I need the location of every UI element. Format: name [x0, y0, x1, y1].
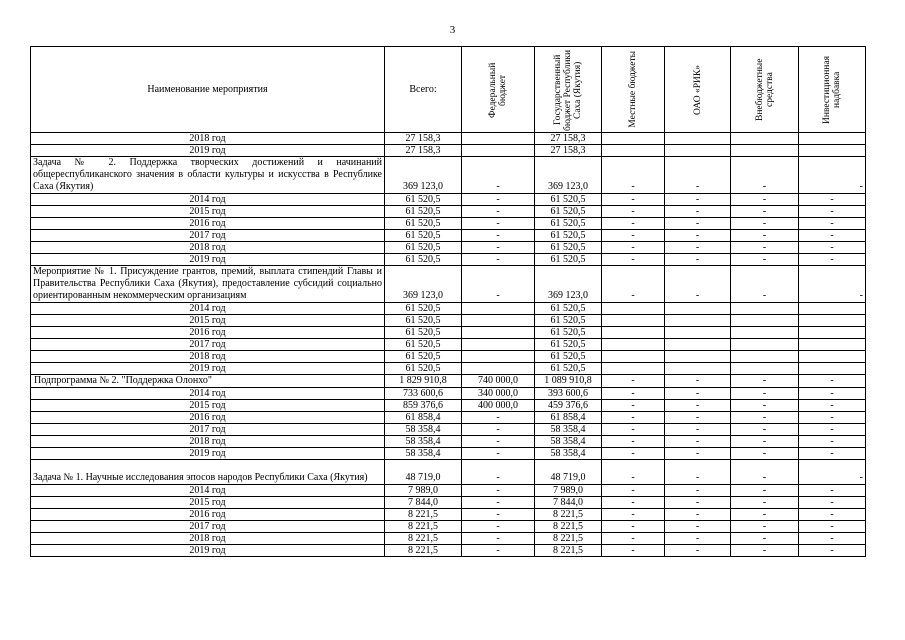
row-title: Задача № 1. Научные исследования эпосов народов Республики Саха (Якутия)	[31, 460, 385, 485]
cell-value: -	[602, 448, 665, 460]
cell-value: 27 158,3	[385, 133, 462, 145]
cell-value: 61 520,5	[535, 327, 602, 339]
table-row	[31, 497, 866, 509]
header-total: Всего:	[385, 47, 462, 133]
cell-value: 61 520,5	[535, 315, 602, 327]
table-row	[31, 351, 866, 363]
row-year: 2018 год	[31, 533, 385, 545]
cell-value: -	[602, 194, 665, 206]
table-row	[31, 218, 866, 230]
table-row	[31, 339, 866, 351]
table-row	[31, 254, 866, 266]
cell-value: 61 520,5	[385, 339, 462, 351]
cell-value: -	[462, 436, 535, 448]
table-row	[31, 436, 866, 448]
cell-value: -	[462, 448, 535, 460]
cell-value	[731, 133, 799, 145]
cell-value	[799, 327, 866, 339]
table-row	[31, 388, 866, 400]
cell-value: 7 989,0	[535, 485, 602, 497]
cell-value: -	[665, 412, 731, 424]
row-year: 2016 год	[31, 509, 385, 521]
cell-value: -	[602, 485, 665, 497]
budget-table	[30, 46, 866, 557]
cell-value	[602, 303, 665, 315]
cell-value: 61 520,5	[535, 206, 602, 218]
cell-value: -	[602, 375, 665, 388]
cell-value: 8 221,5	[385, 509, 462, 521]
cell-value: -	[602, 388, 665, 400]
cell-value	[602, 327, 665, 339]
cell-value: -	[602, 266, 665, 303]
cell-value: -	[799, 533, 866, 545]
row-year: 2019 год	[31, 145, 385, 157]
row-year: 2015 год	[31, 497, 385, 509]
row-year: 2019 год	[31, 545, 385, 557]
table-row	[31, 327, 866, 339]
cell-value: 8 221,5	[385, 545, 462, 557]
cell-value	[665, 339, 731, 351]
cell-value: -	[602, 218, 665, 230]
cell-value	[799, 145, 866, 157]
cell-value: -	[665, 533, 731, 545]
cell-value	[462, 315, 535, 327]
cell-value: 7 844,0	[535, 497, 602, 509]
cell-value	[462, 327, 535, 339]
cell-value: -	[799, 375, 866, 388]
cell-value: -	[731, 388, 799, 400]
row-year: 2019 год	[31, 254, 385, 266]
cell-value: -	[602, 436, 665, 448]
page-number: 3	[449, 24, 456, 36]
cell-value: -	[665, 254, 731, 266]
cell-value: -	[602, 242, 665, 254]
row-year: 2015 год	[31, 400, 385, 412]
table-row	[31, 375, 866, 388]
cell-value: -	[799, 521, 866, 533]
cell-value: -	[602, 230, 665, 242]
row-title: Подпрограмма № 2. "Поддержка Олонхо"	[31, 375, 385, 388]
cell-value: -	[731, 509, 799, 521]
cell-value: -	[462, 509, 535, 521]
cell-value: -	[799, 266, 866, 303]
table-row	[31, 460, 866, 485]
table-row	[31, 194, 866, 206]
cell-value	[731, 351, 799, 363]
cell-value: -	[665, 206, 731, 218]
cell-value: 340 000,0	[462, 388, 535, 400]
cell-value: -	[462, 157, 535, 194]
cell-value: -	[462, 230, 535, 242]
cell-value: -	[665, 436, 731, 448]
cell-value: -	[602, 157, 665, 194]
cell-value: 61 520,5	[535, 351, 602, 363]
table-row	[31, 363, 866, 375]
table-row	[31, 521, 866, 533]
header-investment: Инвестиционная надбавка	[799, 47, 866, 133]
cell-value: -	[665, 218, 731, 230]
cell-value: 27 158,3	[535, 145, 602, 157]
cell-value: -	[462, 424, 535, 436]
cell-value: -	[665, 375, 731, 388]
cell-value: -	[462, 266, 535, 303]
cell-value: -	[731, 157, 799, 194]
cell-value: -	[602, 460, 665, 485]
cell-value: -	[462, 533, 535, 545]
row-year: 2016 год	[31, 412, 385, 424]
cell-value: -	[731, 424, 799, 436]
header-name: Наименование мероприятия	[31, 47, 385, 133]
cell-value: -	[462, 545, 535, 557]
cell-value: 7 844,0	[385, 497, 462, 509]
cell-value: 61 520,5	[535, 218, 602, 230]
cell-value	[665, 145, 731, 157]
cell-value: 61 520,5	[535, 230, 602, 242]
cell-value: -	[731, 194, 799, 206]
cell-value: -	[602, 424, 665, 436]
cell-value: 58 358,4	[535, 424, 602, 436]
cell-value: -	[462, 485, 535, 497]
cell-value: -	[731, 400, 799, 412]
cell-value: -	[731, 254, 799, 266]
cell-value: -	[731, 242, 799, 254]
cell-value: 8 221,5	[385, 521, 462, 533]
cell-value: -	[462, 218, 535, 230]
table-row	[31, 533, 866, 545]
table-row	[31, 412, 866, 424]
cell-value: -	[665, 497, 731, 509]
table-row	[31, 242, 866, 254]
cell-value: -	[462, 521, 535, 533]
cell-value: -	[731, 485, 799, 497]
cell-value: -	[799, 388, 866, 400]
cell-value	[799, 303, 866, 315]
cell-value: -	[665, 266, 731, 303]
cell-value	[602, 363, 665, 375]
cell-value: -	[799, 218, 866, 230]
cell-value	[462, 145, 535, 157]
cell-value: -	[462, 242, 535, 254]
cell-value: -	[799, 412, 866, 424]
cell-value	[799, 339, 866, 351]
cell-value: -	[665, 388, 731, 400]
cell-value: -	[462, 460, 535, 485]
cell-value: -	[665, 509, 731, 521]
cell-value: 61 520,5	[385, 363, 462, 375]
cell-value	[665, 303, 731, 315]
cell-value: -	[799, 194, 866, 206]
table-row	[31, 509, 866, 521]
table-header	[31, 47, 866, 133]
cell-value: -	[799, 460, 866, 485]
cell-value: 61 520,5	[385, 194, 462, 206]
row-year: 2017 год	[31, 521, 385, 533]
cell-value: -	[731, 412, 799, 424]
cell-value: 61 520,5	[385, 351, 462, 363]
cell-value: -	[665, 448, 731, 460]
cell-value: -	[602, 254, 665, 266]
row-year: 2018 год	[31, 133, 385, 145]
cell-value: 369 123,0	[535, 157, 602, 194]
cell-value: 8 221,5	[385, 533, 462, 545]
cell-value: -	[602, 545, 665, 557]
cell-value	[602, 145, 665, 157]
cell-value: -	[731, 218, 799, 230]
cell-value	[731, 315, 799, 327]
cell-value: 61 520,5	[385, 230, 462, 242]
cell-value: -	[665, 157, 731, 194]
row-year: 2015 год	[31, 315, 385, 327]
cell-value: -	[799, 424, 866, 436]
cell-value: -	[799, 206, 866, 218]
cell-value: 1 089 910,8	[535, 375, 602, 388]
cell-value: 393 600,6	[535, 388, 602, 400]
cell-value: -	[665, 485, 731, 497]
cell-value: 48 719,0	[385, 460, 462, 485]
table-row	[31, 303, 866, 315]
cell-value: 61 520,5	[535, 303, 602, 315]
cell-value: 61 520,5	[385, 242, 462, 254]
table-row	[31, 485, 866, 497]
row-year: 2018 год	[31, 351, 385, 363]
cell-value: -	[731, 460, 799, 485]
cell-value: -	[731, 497, 799, 509]
row-year: 2017 год	[31, 339, 385, 351]
cell-value	[602, 339, 665, 351]
cell-value	[665, 327, 731, 339]
row-year: 2016 год	[31, 327, 385, 339]
row-year: 2016 год	[31, 218, 385, 230]
table-row	[31, 266, 866, 303]
cell-value	[462, 339, 535, 351]
cell-value: -	[602, 533, 665, 545]
cell-value: 61 520,5	[385, 218, 462, 230]
row-year: 2019 год	[31, 363, 385, 375]
row-year: 2014 год	[31, 194, 385, 206]
cell-value: 61 858,4	[385, 412, 462, 424]
header-offbudget: Внебюджетные средства	[731, 47, 799, 133]
cell-value: 61 520,5	[535, 363, 602, 375]
cell-value: -	[665, 460, 731, 485]
row-year: 2014 год	[31, 388, 385, 400]
cell-value: 61 520,5	[385, 254, 462, 266]
cell-value: -	[462, 254, 535, 266]
table-row	[31, 157, 866, 194]
cell-value: -	[665, 400, 731, 412]
cell-value	[799, 351, 866, 363]
cell-value: -	[602, 509, 665, 521]
cell-value: 61 520,5	[385, 206, 462, 218]
header-state: Государственный бюджет Республики Саха (Якутия)	[535, 47, 602, 133]
cell-value: 27 158,3	[535, 133, 602, 145]
cell-value: 7 989,0	[385, 485, 462, 497]
cell-value: -	[731, 545, 799, 557]
cell-value: 48 719,0	[535, 460, 602, 485]
cell-value: -	[799, 485, 866, 497]
cell-value: 58 358,4	[385, 448, 462, 460]
cell-value: -	[731, 521, 799, 533]
cell-value: -	[665, 521, 731, 533]
cell-value: 369 123,0	[385, 157, 462, 194]
row-title: Задача № 2. Поддержка творческих достижений и начинаний общереспубликанского значения в области культуры и искусства в Республике Саха (Якутия)	[31, 157, 385, 194]
table-row	[31, 206, 866, 218]
cell-value	[602, 351, 665, 363]
cell-value: -	[462, 412, 535, 424]
cell-value: 58 358,4	[385, 436, 462, 448]
cell-value: -	[462, 206, 535, 218]
table-row	[31, 315, 866, 327]
row-year: 2019 год	[31, 448, 385, 460]
cell-value: 61 520,5	[385, 315, 462, 327]
cell-value: -	[731, 436, 799, 448]
cell-value	[665, 315, 731, 327]
cell-value: 733 600,6	[385, 388, 462, 400]
table-row	[31, 424, 866, 436]
header-federal: Федеральный бюджет	[462, 47, 535, 133]
header-rik: ОАО «РИК»	[665, 47, 731, 133]
cell-value: -	[665, 545, 731, 557]
cell-value: -	[799, 242, 866, 254]
cell-value: -	[665, 424, 731, 436]
row-year: 2015 год	[31, 206, 385, 218]
table-row	[31, 230, 866, 242]
cell-value: -	[799, 545, 866, 557]
cell-value	[799, 133, 866, 145]
cell-value: -	[602, 400, 665, 412]
cell-value: -	[731, 375, 799, 388]
cell-value: 61 520,5	[535, 254, 602, 266]
cell-value: 8 221,5	[535, 521, 602, 533]
cell-value: 400 000,0	[462, 400, 535, 412]
cell-value: -	[731, 230, 799, 242]
cell-value: -	[799, 497, 866, 509]
cell-value: 61 520,5	[535, 194, 602, 206]
cell-value: 459 376,6	[535, 400, 602, 412]
cell-value: 8 221,5	[535, 545, 602, 557]
cell-value	[462, 363, 535, 375]
cell-value: -	[602, 521, 665, 533]
cell-value: -	[665, 194, 731, 206]
cell-value: 369 123,0	[385, 266, 462, 303]
table-row	[31, 448, 866, 460]
cell-value	[462, 303, 535, 315]
cell-value	[462, 351, 535, 363]
cell-value: -	[799, 436, 866, 448]
cell-value	[731, 363, 799, 375]
cell-value: 58 358,4	[535, 448, 602, 460]
cell-value	[665, 351, 731, 363]
cell-value: -	[799, 254, 866, 266]
cell-value: 61 520,5	[385, 327, 462, 339]
cell-value: -	[799, 230, 866, 242]
cell-value: -	[602, 412, 665, 424]
row-year: 2018 год	[31, 436, 385, 448]
cell-value: -	[799, 448, 866, 460]
table-row	[31, 545, 866, 557]
cell-value: 61 520,5	[535, 242, 602, 254]
cell-value: -	[665, 230, 731, 242]
cell-value	[665, 363, 731, 375]
cell-value: 61 520,5	[385, 303, 462, 315]
cell-value	[799, 363, 866, 375]
cell-value	[799, 315, 866, 327]
cell-value: -	[602, 497, 665, 509]
cell-value: 8 221,5	[535, 509, 602, 521]
cell-value: -	[731, 206, 799, 218]
cell-value: -	[731, 533, 799, 545]
cell-value	[731, 145, 799, 157]
cell-value: 369 123,0	[535, 266, 602, 303]
cell-value: 1 829 910,8	[385, 375, 462, 388]
cell-value	[462, 133, 535, 145]
row-year: 2014 год	[31, 485, 385, 497]
cell-value: -	[799, 400, 866, 412]
row-year: 2018 год	[31, 242, 385, 254]
cell-value	[602, 315, 665, 327]
cell-value: 58 358,4	[535, 436, 602, 448]
cell-value: -	[799, 509, 866, 521]
cell-value: 8 221,5	[535, 533, 602, 545]
cell-value: -	[602, 206, 665, 218]
cell-value: -	[731, 448, 799, 460]
cell-value: 740 000,0	[462, 375, 535, 388]
cell-value: -	[731, 266, 799, 303]
cell-value: -	[462, 194, 535, 206]
cell-value: 859 376,6	[385, 400, 462, 412]
cell-value: 61 520,5	[535, 339, 602, 351]
row-year: 2017 год	[31, 424, 385, 436]
cell-value: 61 858,4	[535, 412, 602, 424]
cell-value: 27 158,3	[385, 145, 462, 157]
cell-value: -	[665, 242, 731, 254]
cell-value	[731, 339, 799, 351]
table-row	[31, 133, 866, 145]
row-year: 2017 год	[31, 230, 385, 242]
cell-value	[602, 133, 665, 145]
row-year: 2014 год	[31, 303, 385, 315]
table-row	[31, 145, 866, 157]
cell-value	[731, 303, 799, 315]
cell-value	[665, 133, 731, 145]
cell-value: -	[462, 497, 535, 509]
cell-value: 58 358,4	[385, 424, 462, 436]
cell-value	[731, 327, 799, 339]
table-row	[31, 400, 866, 412]
cell-value: -	[799, 157, 866, 194]
header-local: Местные бюджеты	[602, 47, 665, 133]
row-title: Мероприятие № 1. Присуждение грантов, премий, выплата стипендий Главы и Правительства Республики Саха (Якутия), предоставление субсидий социально ориентированным некоммерческим организациям	[31, 266, 385, 303]
